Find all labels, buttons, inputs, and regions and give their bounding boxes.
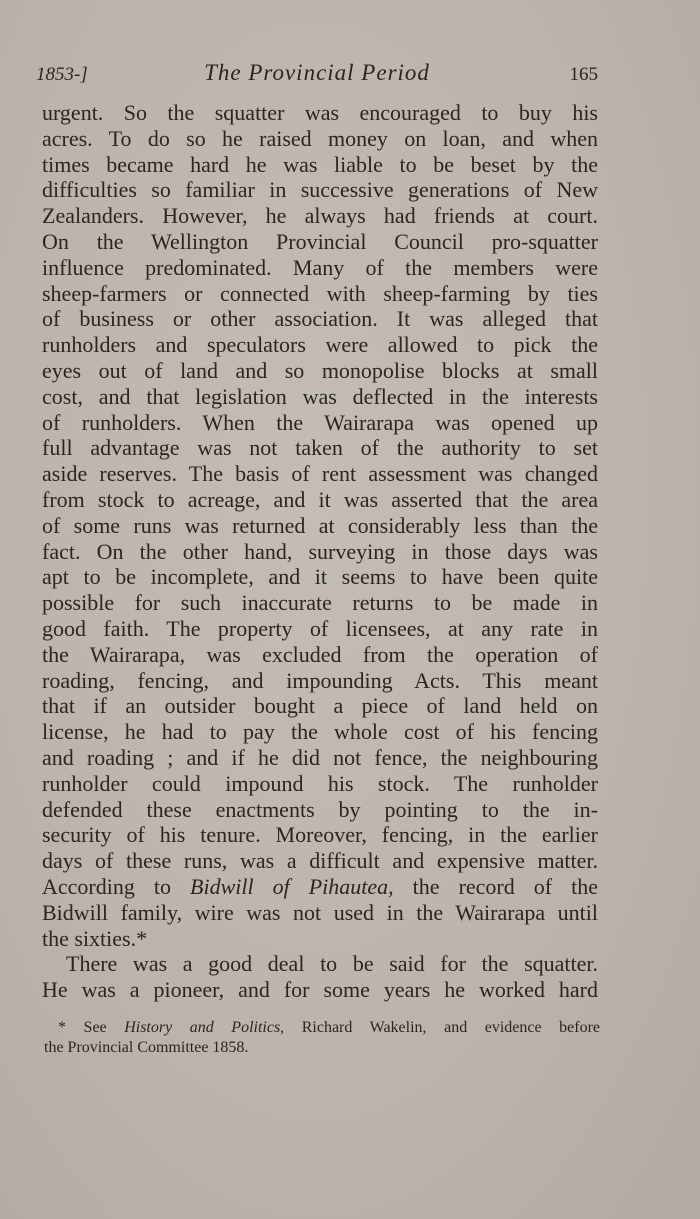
running-header — [36, 60, 598, 90]
text-line: eyes out of land and so monopolise blocks at small — [42, 357, 598, 383]
text-line: of some runs was returned at considerably less than the — [42, 512, 598, 538]
text-line: license, he had to pay the whole cost of his fencing — [42, 719, 598, 745]
text-line: roading, fencing, and impounding Acts. This meant — [42, 667, 598, 693]
footnote — [44, 1018, 600, 1058]
text-line: runholder could impound his stock. The runholder — [42, 770, 598, 796]
text-line-footnote-ref: the sixties.* — [42, 925, 148, 951]
text-line: of business or other association. It was alleged that — [42, 306, 598, 332]
header-title: The Provincial Period — [204, 60, 430, 85]
text-line: good faith. The property of licensees, at any rate in — [42, 615, 598, 641]
text-line: He was a pioneer, and for some years he worked hard — [42, 977, 598, 1003]
text-segment: the record of the — [393, 873, 598, 899]
footnote-line — [44, 1018, 600, 1038]
text-line: influence predominated. Many of the members were — [42, 254, 598, 280]
text-line: Zealanders. However, he always had friends at court. — [42, 203, 598, 229]
text-line: full advantage was not taken of the authority to set — [42, 435, 598, 461]
text-line: from stock to acreage, and it was asserted that the area — [42, 486, 598, 512]
footnote-marker-text: * See — [58, 1019, 125, 1036]
text-line: aside reserves. The basis of rent assessment was changed — [42, 461, 598, 487]
text-segment: According to — [42, 873, 191, 899]
page-number: 165 — [569, 64, 598, 85]
text-line: Bidwill family, wire was not used in the Wairarapa until — [42, 899, 598, 925]
text-line: urgent. So the squatter was encouraged to buy his — [42, 100, 598, 125]
text-line: On the Wellington Provincial Council pro-squatter — [42, 228, 598, 254]
text-line: security of his tenure. Moreover, fencing, in the earlier — [42, 822, 598, 848]
text-line: of runholders. When the Wairarapa was opened up — [42, 409, 598, 435]
text-line: that if an outsider bought a piece of land held on — [42, 693, 598, 719]
footnote-text: Richard Wakelin, and evidence before — [284, 1019, 600, 1036]
header-year-range: 1853-] — [36, 64, 88, 85]
footnote-line: the Provincial Committee 1858. — [44, 1039, 249, 1056]
paragraph-start-line: There was a good deal to be said for the squatter. — [66, 951, 598, 977]
text-line: fact. On the other hand, surveying in those days was — [42, 538, 598, 564]
text-line: runholders and speculators were allowed to pick the — [42, 332, 598, 358]
footnote-cited-title: History and Politics, — [124, 1019, 285, 1036]
text-line-with-citation — [42, 874, 598, 900]
text-line: sheep-farmers or connected with sheep-farming by ties — [42, 280, 598, 306]
text-line: cost, and that legislation was deflected in the interests — [42, 383, 598, 409]
text-line: and roading ; and if he did not fence, the neighbouring — [42, 744, 598, 770]
text-line: possible for such inaccurate returns to be made in — [42, 590, 598, 616]
text-line: the Wairarapa, was excluded from the operation of — [42, 641, 598, 667]
text-line: acres. To do so he raised money on loan, and when — [42, 125, 598, 151]
body-text — [42, 100, 598, 1003]
text-line: difficulties so familiar in successive generations of New — [42, 177, 598, 203]
text-line: days of these runs, was a difficult and expensive matter. — [42, 848, 598, 874]
text-line: defended these enactments by pointing to the in- — [42, 796, 598, 822]
cited-work-title: Bidwill of Pihautea, — [190, 873, 394, 899]
text-line: times became hard he was liable to be beset by the — [42, 151, 598, 177]
text-line: apt to be incomplete, and it seems to have been quite — [42, 564, 598, 590]
